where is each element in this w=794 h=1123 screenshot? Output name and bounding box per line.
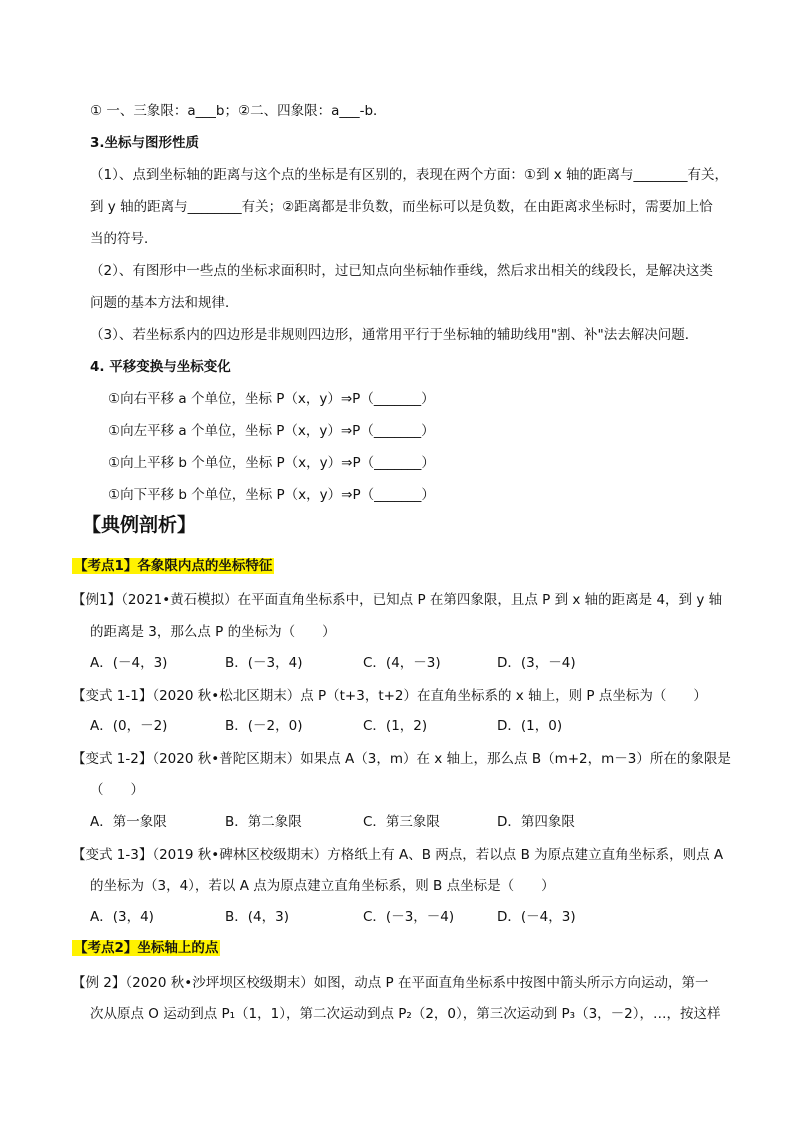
section-3-heading: 3.坐标与图形性质 — [90, 135, 200, 151]
variant-1-1-option-b: B．(－2，0) — [225, 718, 303, 734]
example-1-option-d: D．(3，－4) — [497, 655, 576, 671]
variant-1-2-option-d: D．第四象限 — [497, 814, 575, 830]
variant-1-2-option-b: B．第二象限 — [225, 814, 302, 830]
example-1-line2: 的距离是 3，那么点 P 的坐标为（ ） — [90, 624, 336, 640]
section-3-para1-line3: 当的符号． — [90, 231, 158, 247]
example-1-option-a: A．(－4，3) — [90, 655, 168, 671]
examples-title: 【典例剖析】 — [82, 514, 197, 536]
variant-1-2-line1: 【变式 1-2】（2020 秋•普陀区期末）如果点 A（3，m）在 x 轴上，那么点 B（m+2，m－3）所在的象限是 — [72, 751, 731, 767]
example-1-option-b: B．(－3，4) — [225, 655, 303, 671]
translation-item: ①向右平移 a 个单位，坐标 P（x，y）⇒P（_______） — [108, 391, 435, 407]
variant-1-3-option-a: A．(3，4) — [90, 909, 154, 925]
translation-item: ①向左平移 a 个单位，坐标 P（x，y）⇒P（_______） — [108, 423, 435, 439]
kaodian-2-label — [72, 938, 220, 958]
variant-1-3-line1: 【变式 1-3】（2019 秋•碑林区校级期末）方格纸上有 A、B 两点，若以点 B 为原点建立直角坐标系，则点 A — [72, 847, 724, 863]
example-1-line1: 【例1】（2021•黄石模拟）在平面直角坐标系中，已知点 P 在第四象限，且点 P 到 x 轴的距离是 4，到 y 轴 — [72, 592, 723, 608]
intro-line: ① 一、三象限：a___b；②二、四象限：a___-b． — [90, 103, 387, 119]
variant-1-3-option-c: C．(－3，－4) — [363, 909, 455, 925]
section-3-para3-line1: （3）、若坐标系内的四边形是非规则四边形，通常用平行于坐标轴的辅助线用"割、补"法去解决问题． — [90, 327, 699, 343]
kaodian-1-highlight: 【考点1】各象限内点的坐标特征 — [74, 558, 273, 574]
variant-1-2-option-a: A．第一象限 — [90, 814, 167, 830]
kaodian-1-label — [72, 556, 274, 576]
section-3-para1-line2: 到 y 轴的距离与________有关；②距离都是非负数，而坐标可以是负数，在由距离求坐标时，需要加上恰 — [90, 199, 713, 215]
section-4-heading: 4. 平移变换与坐标变化 — [90, 359, 231, 375]
variant-1-1-line1: 【变式 1-1】（2020 秋•松北区期末）点 P（t+3，t+2）在直角坐标系的 x 轴上，则 P 点坐标为（ ） — [72, 688, 707, 704]
variant-1-1-option-c: C．(1，2) — [363, 718, 428, 734]
variant-1-1-option-d: D．(1，0) — [497, 718, 563, 734]
variant-1-3-option-d: D．(－4，3) — [497, 909, 576, 925]
example-2-line1: 【例 2】（2020 秋•沙坪坝区校级期末）如图，动点 P 在平面直角坐标系中按图中箭头所示方向运动，第一 — [72, 975, 709, 991]
variant-1-3-line2: 的坐标为（3，4），若以 A 点为原点建立直角坐标系，则 B 点坐标是（ ） — [90, 878, 555, 894]
section-3-para1-line1: （1）、点到坐标轴的距离与这个点的坐标是有区别的，表现在两个方面：①到 x 轴的距离与________有关， — [90, 167, 729, 183]
example-2-line2: 次从原点 O 运动到点 P₁（1，1），第二次运动到点 P₂（2，0），第三次运动到 P₃（3，－2），…，按这样 — [90, 1006, 721, 1022]
translation-item: ①向下平移 b 个单位，坐标 P（x，y）⇒P（_______） — [108, 487, 435, 503]
variant-1-2-option-c: C．第三象限 — [363, 814, 440, 830]
variant-1-2-line2: （ ） — [90, 782, 144, 798]
section-3-para2-line2: 问题的基本方法和规律． — [90, 295, 239, 311]
translation-item: ①向上平移 b 个单位，坐标 P（x，y）⇒P（_______） — [108, 455, 435, 471]
variant-1-3-option-b: B．(4，3) — [225, 909, 289, 925]
example-1-option-c: C．(4，－3) — [363, 655, 441, 671]
variant-1-1-option-a: A．(0，－2) — [90, 718, 168, 734]
kaodian-2-highlight: 【考点2】坐标轴上的点 — [74, 940, 219, 956]
section-3-para2-line1: （2）、有图形中一些点的坐标求面积时，过已知点向坐标轴作垂线，然后求出相关的线段长，是解决这类 — [90, 263, 713, 279]
